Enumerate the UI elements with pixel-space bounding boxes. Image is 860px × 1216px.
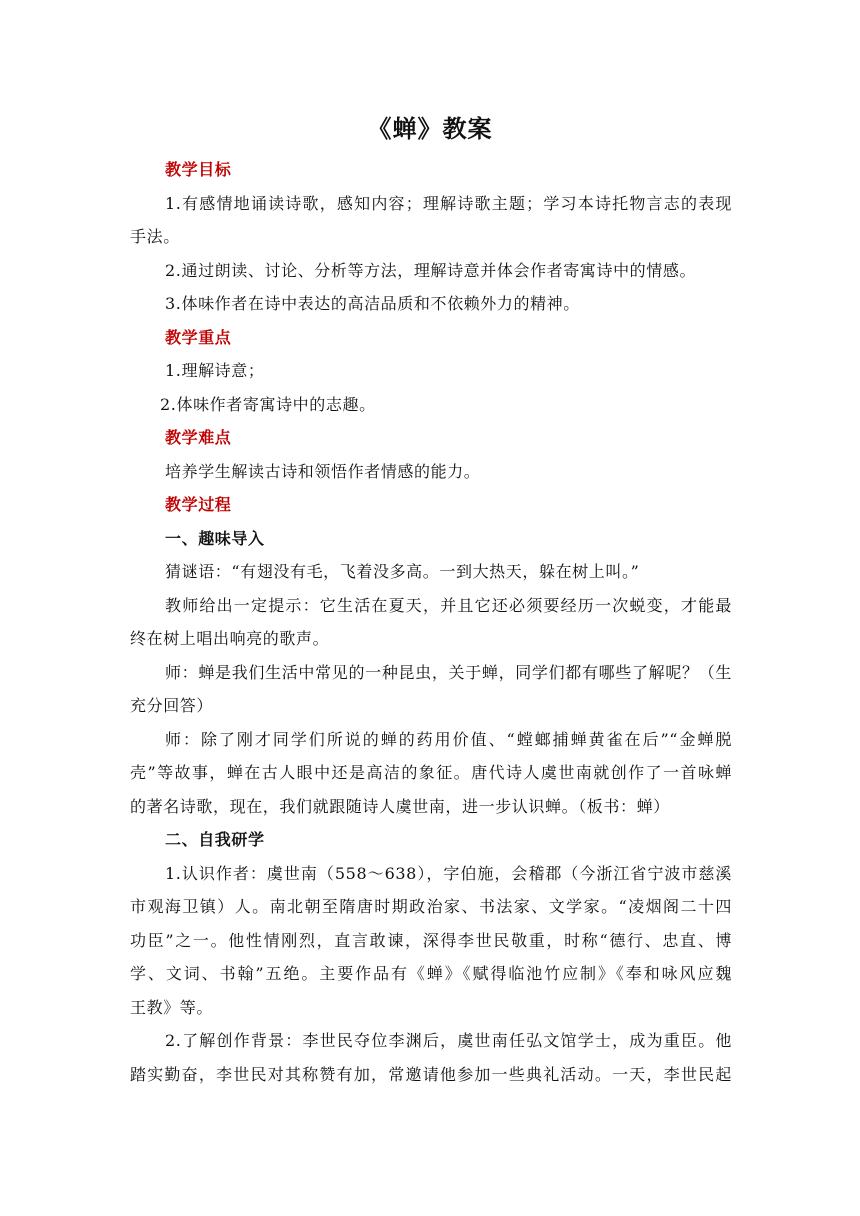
- background-line-1: 2.了解创作背景：李世民夺位李渊后，虞世南任弘文馆学士，成为重臣。他: [165, 1031, 732, 1050]
- section-heading-process: 教学过程: [165, 495, 232, 514]
- author-line-1: 1.认识作者：虞世南（558～638），字伯施，会稽郡（今浙江省宁波市慈溪: [165, 863, 732, 883]
- objective-1-line-2: 手法。: [130, 227, 180, 246]
- document-body: [130, 153, 732, 1091]
- teacher-2-line-2: 壳”等故事，蝉在古人眼中还是高洁的象征。唐代诗人虞世南就创作了一首咏蝉: [130, 763, 732, 782]
- background-line-2: 踏实勤奋，李世民对其称赞有加，常邀请他参加一些典礼活动。一天，李世民起: [130, 1064, 732, 1084]
- process-part-2-heading: 二、自我研学: [165, 830, 265, 849]
- key-point-2: 2.体味作者寄寓诗中的志趣。: [160, 394, 376, 414]
- riddle-paragraph: 猜谜语：“有翅没有毛，飞着没多高。一到大热天，躲在树上叫。”: [165, 562, 640, 581]
- author-line-5: 王教》等。: [130, 997, 214, 1017]
- teacher-2-line-1: 师：除了刚才同学们所说的蝉的药用价值、“螳螂捕蝉黄雀在后”“金蝉脱: [165, 729, 732, 749]
- objective-1-line-1: 1.有感情地诵读诗歌，感知内容；理解诗歌主题；学习本诗托物言志的表现: [165, 193, 732, 213]
- author-line-3: 功臣”之一。他性情刚烈，直言敢谏，深得李世民敬重，时称“德行、忠直、博: [130, 930, 732, 950]
- author-line-4: 学、文词、书翰”五绝。主要作品有《蝉》《赋得临池竹应制》《奉和咏风应魏: [130, 964, 732, 983]
- section-heading-key-points: 教学重点: [165, 327, 232, 347]
- hint-line-2: 终在树上唱出响亮的歌声。: [130, 629, 330, 648]
- hint-line-1: 教师给出一定提示：它生活在夏天，并且它还必须要经历一次蜕变，才能最: [165, 595, 732, 615]
- author-line-2: 市观海卫镇）人。南北朝至隋唐时期政治家、书法家、文学家。“凌烟阁二十四: [130, 897, 732, 916]
- difficulty-1: 培养学生解读古诗和领悟作者情感的能力。: [165, 461, 481, 481]
- teacher-1-line-1: 师：蝉是我们生活中常见的一种昆虫，关于蝉，同学们都有哪些了解呢？（生: [165, 662, 732, 682]
- objective-3: 3.体味作者在诗中表达的高洁品质和不依赖外力的精神。: [165, 294, 580, 313]
- teacher-1-line-2: 充分回答）: [130, 696, 214, 715]
- key-point-1: 1.理解诗意；: [165, 361, 265, 380]
- document-title: 《蝉》教案: [367, 115, 493, 143]
- section-heading-difficulties: 教学难点: [165, 428, 232, 447]
- objective-2: 2.通过朗读、讨论、分析等方法，理解诗意并体会作者寄寓诗中的情感。: [165, 260, 697, 280]
- section-heading-objectives: 教学目标: [165, 160, 232, 179]
- teacher-2-line-3: 的著名诗歌，现在，我们就跟随诗人虞世南，进一步认识蝉。（板书：蝉）: [130, 796, 670, 816]
- process-part-1-heading: 一、趣味导入: [165, 528, 265, 548]
